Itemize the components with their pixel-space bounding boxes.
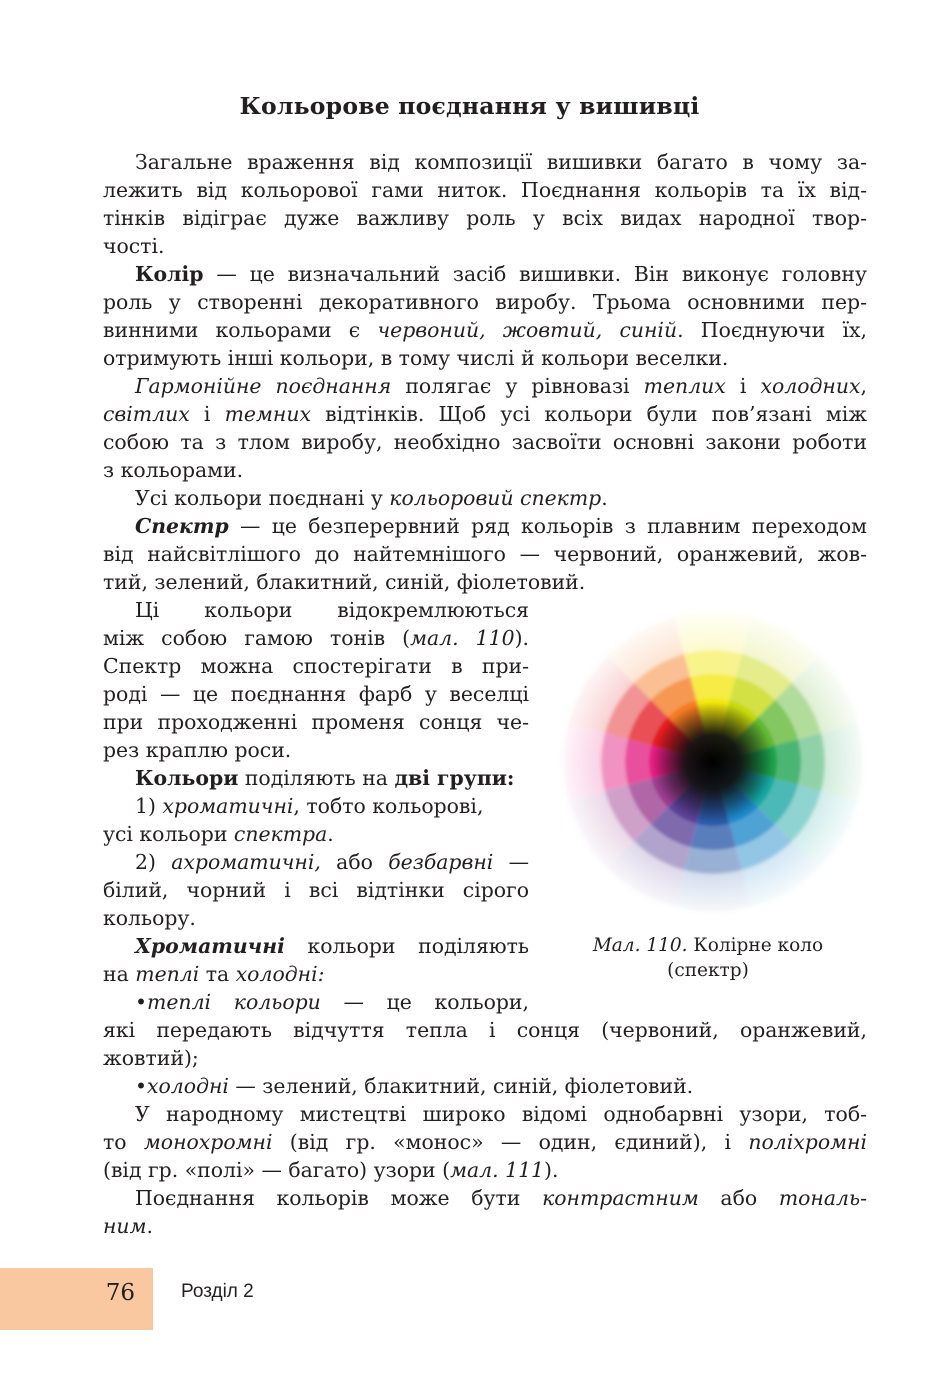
text-line: Ці кольори відокремлюються xyxy=(135,598,529,622)
text-line: світлих і темних відтінків. Щоб усі кольори були пов’язані між xyxy=(103,402,867,426)
text-line: з кольорами. xyxy=(103,458,244,482)
term-khromatychni: Хроматичні xyxy=(135,934,285,958)
text-line: між собою гамою тонів (мал. 110). xyxy=(103,626,529,650)
text-line: Колір — це визначальний засіб вишивки. Він виконує головну xyxy=(135,262,867,286)
page-title: Кольорове поєднання у вишивці xyxy=(239,92,700,120)
text-line: тий, зелений, блакитний, синій, фіолетовий. xyxy=(103,570,586,594)
text-line: при проходженні променя сонця че- xyxy=(103,710,529,734)
page-number: 76 xyxy=(105,1280,135,1306)
text-line: кольору. xyxy=(103,906,196,930)
text-line: У народному мистецтві широко відомі однобарвні узори, тоб- xyxy=(135,1102,867,1126)
text-line: на теплі та холодні: xyxy=(103,962,325,986)
text-line: Спектр — це безперервний ряд кольорів з плавним переходом xyxy=(135,514,867,538)
color-wheel-image xyxy=(559,608,867,916)
text-line: жовтий); xyxy=(103,1046,199,1070)
figure-caption: Мал. 110. Колірне коло xyxy=(592,935,824,956)
text-line: собою та з тлом виробу, необхідно засвоїти основні закони роботи xyxy=(103,430,867,454)
text-line: Поєднання кольорів може бути контрастним або тональ- xyxy=(135,1186,867,1210)
text-line: Кольори поділяють на дві групи: xyxy=(135,766,515,790)
text-line: чості. xyxy=(103,234,165,258)
text-line: усі кольори спектра. xyxy=(103,822,334,846)
text-line: лежить від кольорової гами ниток. Поєднання кольорів та їх від- xyxy=(103,178,867,202)
text-line: від найсвітлішого до найтемнішого — червоний, оранжевий, жов- xyxy=(103,542,867,566)
text-line: ним. xyxy=(103,1214,153,1238)
text-line: •теплі кольори — це кольори, xyxy=(135,990,529,1014)
text-line: Хроматичні кольори поділяють xyxy=(135,934,529,958)
figure-caption-line-2: (спектр) xyxy=(667,960,749,981)
text-line: Спектр можна спостерігати в при- xyxy=(103,654,529,678)
text-line: винними кольорами є червоний, жовтий, синій. Поєднуючи їх, xyxy=(103,318,867,342)
text-line: (від гр. «полі» — багато) узори (мал. 111). xyxy=(103,1158,559,1182)
term-spektr: Спектр xyxy=(135,514,229,538)
term-kolir: Колір xyxy=(135,262,204,286)
text-line: 1) хроматичні, тобто кольорові, xyxy=(135,794,484,818)
wheel-edge-fade xyxy=(561,610,865,914)
text-line: які передають відчуття тепла і сонця (червоний, оранжевий, xyxy=(103,1018,867,1042)
text-line: роді — це поєднання фарб у веселці xyxy=(103,682,529,706)
text-line: отримують інші кольори, в тому числі й кольори веселки. xyxy=(103,346,729,370)
section-label: Розділ 2 xyxy=(181,1281,254,1302)
text-line: Усі кольори поєднані у кольоровий спектр. xyxy=(135,486,608,510)
text-line: Загальне враження від композиції вишивки багато в чому за- xyxy=(135,150,867,174)
text-line: рез краплю роси. xyxy=(103,738,292,762)
text-line: •холодні — зелений, блакитний, синій, фіолетовий. xyxy=(135,1074,694,1098)
bullet: • xyxy=(135,990,148,1014)
text-line: роль у створенні декоративного виробу. Трьома основними пер- xyxy=(103,290,867,314)
text-line: Гармонійне поєднання полягає у рівновазі теплих і холодних, xyxy=(135,374,867,398)
text-line: 2) ахроматичні, або безбарвні — xyxy=(135,850,529,874)
text-line: тінків відіграє дуже важливу роль у всіх видах народної твор- xyxy=(103,206,867,230)
bullet: • xyxy=(135,1074,148,1098)
text-line: білий, чорний і всі відтінки сірого xyxy=(103,878,529,902)
text-line: то монохромні (від гр. «монос» — один, єдиний), і поліхромні xyxy=(103,1130,867,1154)
